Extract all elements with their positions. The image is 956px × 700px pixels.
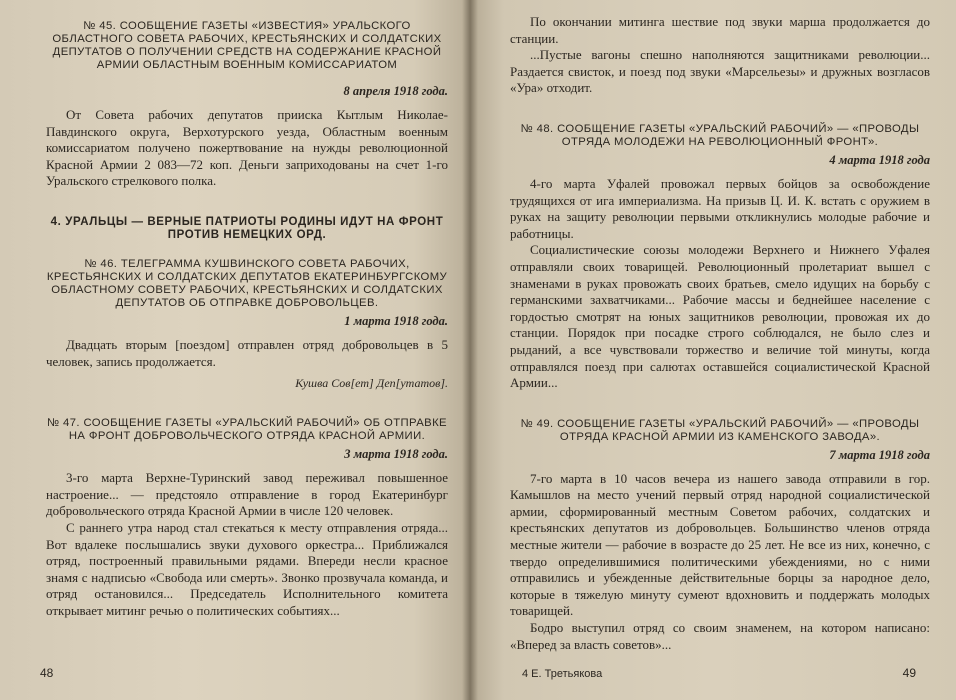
doc48-paragraph-1: 4-го марта Уфалей провожал первых бойцов за освобождение трудящихся от ига империализма. На призыв Ц. И. К. встать с оружием в руках на защиту революции первыми откликнулись молодые рабочие и работницы. xyxy=(510,175,930,241)
document-45 xyxy=(46,20,448,190)
document-48 xyxy=(510,123,930,392)
document-47 xyxy=(46,417,448,619)
doc45-text: От Совета рабочих депутатов прииска Кытлым Николае-Павдинского округа, Верхотурского уезда, Областным военным комиссариатом получено пожертвование на нужды революционной Красной Армии 2 083—72 коп. Деньги заприходованы на счет 1-го Уральского стрелкового полка. xyxy=(46,107,448,189)
doc46-text: Двадцать вторым [поездом] отправлен отряд добровольцев в 5 человек, запись продолжается. xyxy=(46,336,448,369)
left-page xyxy=(0,0,470,700)
document-46 xyxy=(46,258,448,391)
doc48-heading: № 48. СООБЩЕНИЕ ГАЗЕТЫ «УРАЛЬСКИЙ РАБОЧИЙ» — «ПРОВОДЫ ОТРЯДА МОЛОДЕЖИ НА РЕВОЛЮЦИОННЫЙ ФРОНТ». xyxy=(520,122,920,148)
doc47-paragraph-2: С раннего утра народ стал стекаться к месту отправления отряда... Вот вдалеке послышались звуки духового оркестра... Приближался отряд, построенный правильными рядами. Впереди несли красное знамя с надписью «Свобода или смерть». Звонко прозвучала команда, и отряд остановился... Председатель Исполнительного комитета открывает митинг речью о политических событиях... xyxy=(46,519,448,618)
page-number-left: 48 xyxy=(40,666,54,680)
doc49-date: 7 марта 1918 года xyxy=(829,447,930,462)
section4-heading: 4. УРАЛЬЦЫ — ВЕРНЫЕ ПАТРИОТЫ РОДИНЫ ИДУТ НА ФРОНТ ПРОТИВ НЕМЕЦКИХ ОРД. xyxy=(50,215,444,241)
doc46-date: 1 марта 1918 года. xyxy=(344,313,448,328)
doc48-date: 4 марта 1918 года xyxy=(829,152,930,167)
doc47-date: 3 марта 1918 года. xyxy=(344,447,448,462)
book-gutter xyxy=(462,0,478,700)
cont-paragraph-2: ...Пустые вагоны спешно наполняются защитниками революции... Раздается свисток, и поезд под звуки «Марсельезы» и дружных возгласов «Ура» отходит. xyxy=(510,47,930,96)
doc49-paragraph-2: Бодро выступил отряд со своим знаменем, на котором написано: «Вперед за власть советов»... xyxy=(510,620,930,652)
doc46-signature: Кушва Сов[ет] Деп[утатов]. xyxy=(295,376,448,391)
cont-paragraph-1: По окончании митинга шествие под звуки марша продолжается до станции. xyxy=(510,14,930,46)
doc46-heading: № 46. ТЕЛЕГРАММА КУШВИНСКОГО СОВЕТА РАБОЧИХ, КРЕСТЬЯНСКИХ И СОЛДАТСКИХ ДЕПУТАТОВ ЕКАТЕРИНБУРГСКОМУ ОБЛАСТНОМУ СОВЕТУ РАБОЧИХ, КРЕСТЬЯНСКИХ И СОЛДАТСКИХ ДЕПУТАТОВ ОБ ОТПРАВКЕ ДОБРОВОЛЬЦЕВ. xyxy=(46,257,448,309)
section-4 xyxy=(46,216,448,242)
page-number-right: 49 xyxy=(902,666,916,680)
document-47-continued xyxy=(510,14,930,97)
right-page xyxy=(470,0,956,700)
signature-mark: 4 Е. Третьякова xyxy=(522,668,603,680)
doc45-heading: № 45. СООБЩЕНИЕ ГАЗЕТЫ «ИЗВЕСТИЯ» УРАЛЬСКОГО ОБЛАСТНОГО СОВЕТА РАБОЧИХ, КРЕСТЬЯНСКИХ И СОЛДАТСКИХ ДЕПУТАТОВ О ПОЛУЧЕНИИ СРЕДСТВ НА СОДЕРЖАНИЕ КРАСНОЙ АРМИИ ОБЛАСТНЫМ ВОЕННЫМ КОМИССАРИАТОМ xyxy=(52,20,442,71)
doc49-heading: № 49. СООБЩЕНИЕ ГАЗЕТЫ «УРАЛЬСКИЙ РАБОЧИЙ» — «ПРОВОДЫ ОТРЯДА КРАСНОЙ АРМИИ ИЗ КАМЕНСКОГО ЗАВОДА». xyxy=(520,417,920,443)
doc49-paragraph-1: 7-го марта в 10 часов вечера из нашего завода отправили в гор. Камышлов на место учений первый отряд народной социалистической армии, сформированный местным Советом рабочих, солдатских и крестьянских депутатов из добровольцев. Большинство членов отряда местные жители — рабочие в возрасте до 25 лет. Не все из них, конечно, с твердо определившимися политическими убеждениями, но с ними отправились и убежденные действительные борцы за народное дело, которые в тяжелую минуту сумеют вдохновить и поддержать молодых товарищей. xyxy=(510,470,930,619)
doc48-paragraph-2: Социалистические союзы молодежи Верхнего и Нижнего Уфалея отправляли своих товарищей. Революционный пролетариат вышел с знаменами в руках провожать своих братьев, смело идущих на борьбу с германскими захватчиками... Рабочие массы и беднейшее население с гордостью смотрят на юных защитников революции, провожая их до станции. Порядок при посадке строго соблюдался, не было слез и рыданий, а все чувствовали торжество и величие той минуты, когда отправлялся поезд при салютах оставшейся социалистической Красной Армии... xyxy=(510,242,930,391)
doc47-heading: № 47. СООБЩЕНИЕ ГАЗЕТЫ «УРАЛЬСКИЙ РАБОЧИЙ» ОБ ОТПРАВКЕ НА ФРОНТ ДОБРОВОЛЬЧЕСКОГО ОТРЯДА КРАСНОЙ АРМИИ. xyxy=(46,417,447,443)
document-49 xyxy=(510,418,930,654)
doc47-paragraph-1: 3-го марта Верхне-Туринский завод переживал повышенное настроение... — предстояло отправление в город Екатеринбург добровольческого отряда Красной Армии в числе 120 человек. xyxy=(46,470,448,519)
doc45-date: 8 апреля 1918 года. xyxy=(343,84,448,98)
